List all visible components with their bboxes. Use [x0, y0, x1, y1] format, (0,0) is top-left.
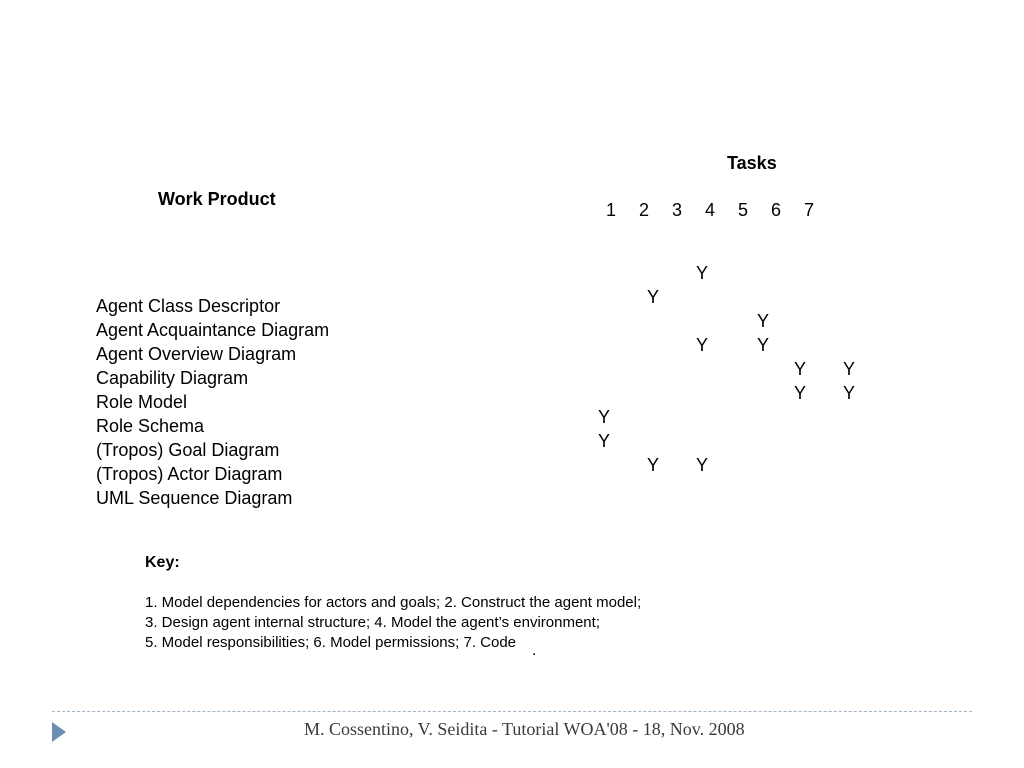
- work-product-item: Agent Overview Diagram: [96, 344, 297, 364]
- key-heading: Key:: [145, 554, 180, 571]
- task-mark: Y: [794, 359, 807, 379]
- tasks-heading: Tasks: [727, 153, 777, 173]
- task-number-3: 3: [672, 200, 683, 220]
- task-number-5: 5: [738, 200, 749, 220]
- task-mark: Y: [696, 335, 709, 355]
- triangle-bullet-icon: [52, 722, 66, 742]
- work-product-item: Agent Class Descriptor: [96, 296, 281, 316]
- work-product-item: Agent Acquaintance Diagram: [96, 320, 330, 340]
- work-product-item: (Tropos) Actor Diagram: [96, 464, 283, 484]
- task-number-7: 7: [804, 200, 815, 220]
- task-mark: Y: [647, 287, 660, 307]
- footer-divider: [52, 711, 972, 712]
- task-number-2: 2: [639, 200, 650, 220]
- work-product-heading: Work Product: [158, 189, 276, 209]
- task-mark: Y: [843, 383, 856, 403]
- task-mark: Y: [696, 263, 709, 283]
- task-mark: Y: [757, 311, 770, 331]
- task-mark: Y: [794, 383, 807, 403]
- work-product-item: (Tropos) Goal Diagram: [96, 440, 280, 460]
- work-product-item: Capability Diagram: [96, 368, 249, 388]
- key-line: 3. Design agent internal structure; 4. Model the agent’s environment;: [145, 614, 600, 631]
- task-number-4: 4: [705, 200, 716, 220]
- work-product-item: UML Sequence Diagram: [96, 488, 293, 508]
- key-line: 1. Model dependencies for actors and goals; 2. Construct the agent model;: [145, 594, 642, 611]
- stray-dot: .: [532, 642, 537, 659]
- key-list: [145, 593, 641, 653]
- task-mark: Y: [598, 407, 611, 427]
- task-mark: Y: [647, 455, 660, 475]
- footer-citation: M. Cossentino, V. Seidita - Tutorial WOA'08 - 18, Nov. 2008: [304, 719, 745, 739]
- task-number-6: 6: [771, 200, 782, 220]
- task-number-1: 1: [606, 200, 617, 220]
- work-product-item: Role Model: [96, 392, 188, 412]
- task-mark: Y: [696, 455, 709, 475]
- task-mark: Y: [757, 335, 770, 355]
- work-product-list: [96, 294, 329, 510]
- work-product-item: Role Schema: [96, 416, 205, 436]
- task-mark: Y: [843, 359, 856, 379]
- task-mark: Y: [598, 431, 611, 451]
- key-line: 5. Model responsibilities; 6. Model permissions; 7. Code: [145, 634, 517, 651]
